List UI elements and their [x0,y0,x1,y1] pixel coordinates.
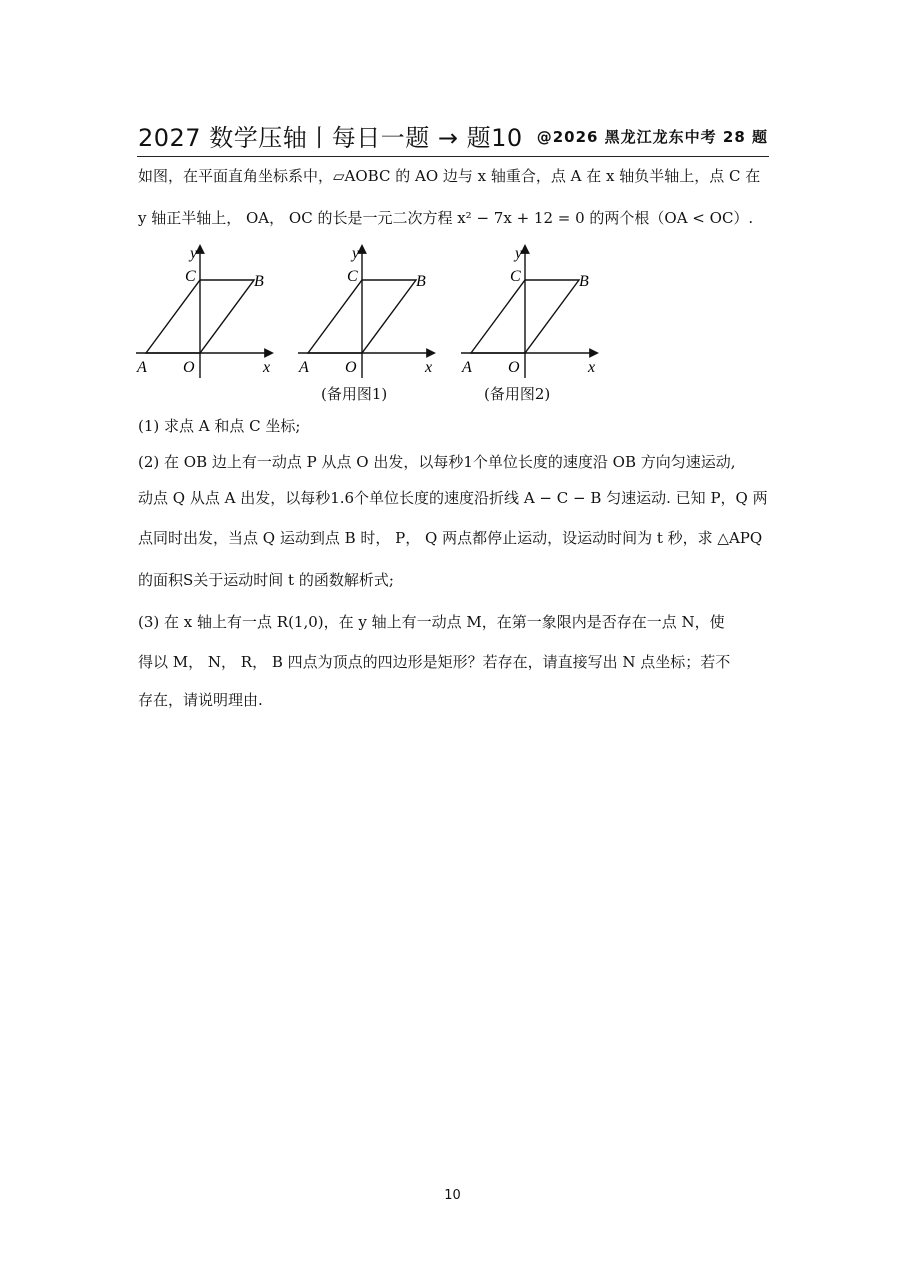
page-number: 10 [444,1188,461,1203]
question-1: (1) 求点 A 和点 C 坐标; [138,417,301,435]
intro-line-1: 如图，在平面直角坐标系中，▱AOBC 的 AO 边与 x 轴重合，点 A 在 x 轴负半轴上，点 C 在 [138,167,761,185]
label-b: B [579,273,589,290]
label-x: x [263,359,271,376]
label-x: x [588,359,596,376]
question-2-line-2: 动点 Q 从点 A 出发，以每秒1.6个单位长度的速度沿折线 A − C − B 匀速运动. 已知 P，Q 两 [138,489,768,507]
parallelogram-diagram-backup-1 [296,240,446,380]
source-label: @2026 黑龙江龙东中考 28 题 [536,128,768,146]
question-3-line-2: 得以 M， N， R， B 四点为顶点的四边形是矩形？若存在，请直接写出 N 点坐标；若不 [138,653,731,671]
label-y: y [515,245,523,262]
question-3-line-3: 存在，请说明理由. [138,691,263,709]
label-o: O [345,359,357,376]
question-3-line-1: (3) 在 x 轴上有一点 R(1,0)，在 y 轴上有一动点 M，在第一象限内是否存在一点 N，使 [138,613,725,631]
header-divider [137,156,769,157]
label-c: C [510,268,521,285]
label-y: y [352,245,360,262]
question-2-line-1: (2) 在 OB 边上有一动点 P 从点 O 出发，以每秒1个单位长度的速度沿 OB 方向匀速运动, [138,453,736,471]
label-c: C [347,268,358,285]
figure-backup-2 [459,240,609,380]
parallelogram-diagram-backup-2 [459,240,609,380]
label-x: x [425,359,433,376]
label-y: y [190,245,198,262]
question-2-line-4: 的面积S关于运动时间 t 的函数解析式; [138,571,394,589]
label-o: O [183,359,195,376]
page-title: 2027 数学压轴丨每日一题 → 题10 [138,124,523,152]
label-o: O [508,359,520,376]
parallelogram-diagram [134,240,284,380]
label-b: B [416,273,426,290]
intro-line-2: y 轴正半轴上， OA， OC 的长是一元二次方程 x² − 7x + 12 = 0 的两个根（OA < OC）. [138,209,754,227]
caption-backup-2: (备用图2) [484,385,551,403]
label-a: A [462,359,472,376]
question-2-line-3: 点同时出发，当点 Q 运动到点 B 时， P， Q 两点都停止运动，设运动时间为 t 秒，求 △APQ [138,529,763,547]
label-c: C [185,268,196,285]
label-a: A [137,359,147,376]
label-a: A [299,359,309,376]
figure-backup-1 [296,240,446,380]
label-b: B [254,273,264,290]
figure-main [134,240,284,380]
caption-backup-1: (备用图1) [321,385,388,403]
